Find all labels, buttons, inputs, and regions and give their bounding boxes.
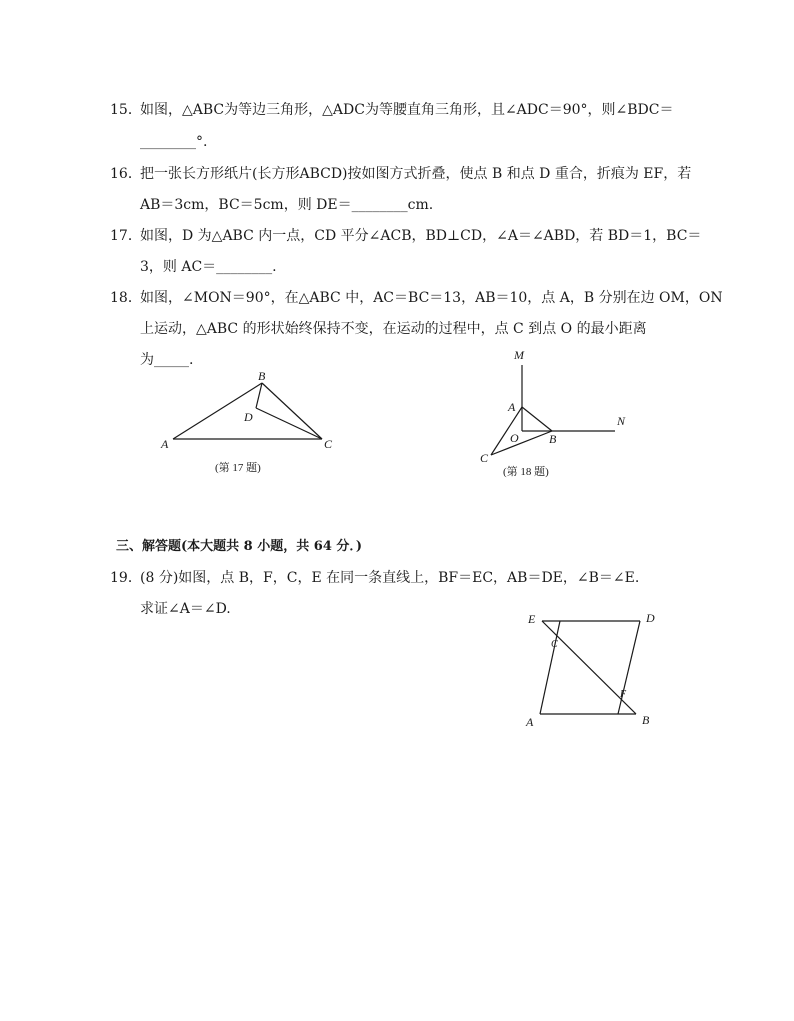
q18-number: 18． xyxy=(110,290,142,306)
figure-19 xyxy=(522,608,672,733)
figure-17-caption: (第 17 题) xyxy=(215,462,261,474)
q16-number: 16． xyxy=(110,166,142,182)
segment-eb xyxy=(542,621,636,714)
label-b: B xyxy=(549,432,557,446)
q15-line-1 xyxy=(110,100,690,120)
q15-text-2: ________°. xyxy=(140,134,208,150)
label-d: D xyxy=(244,410,253,424)
figure-18-caption: (第 18 题) xyxy=(503,466,549,478)
q18-text-3: 为_____. xyxy=(140,352,194,368)
label-c: C xyxy=(551,639,558,650)
segment-dc xyxy=(256,408,322,439)
label-c: C xyxy=(480,451,489,465)
q15-text-1: 如图，△ABC为等边三角形，△ADC为等腰直角三角形，且∠ADC＝90°，则∠BDC＝ xyxy=(140,102,674,118)
section-3-heading: 三、解答题(本大题共 8 小题，共 64 分．) xyxy=(116,539,363,554)
q19-text-1: (8 分)如图，点 B，F，C，E 在同一条直线上，BF＝EC，AB＝DE，∠B＝∠E. xyxy=(140,570,640,586)
segment-bc xyxy=(262,383,322,439)
figure-17 xyxy=(155,368,355,478)
q18-text-2: 上运动，△ABC 的形状始终保持不变，在运动的过程中，点 C 到点 O 的最小距离 xyxy=(140,321,647,337)
q17-text-2: 3，则 AC＝________. xyxy=(140,259,277,275)
q17-number: 17． xyxy=(110,228,142,244)
label-m: M xyxy=(514,348,524,362)
label-d: D xyxy=(646,611,655,625)
label-b: B xyxy=(258,369,266,383)
q18-text-1: 如图，∠MON＝90°，在△ABC 中，AC＝BC＝13，AB＝10，点 A，B 分别在边 OM，ON xyxy=(140,290,723,306)
q19-number: 19． xyxy=(110,570,142,586)
q16-text-2: AB＝3cm，BC＝5cm，则 DE＝________cm. xyxy=(140,197,434,213)
q17-text-1: 如图，D 为△ABC 内一点，CD 平分∠ACB，BD⊥CD，∠A＝∠ABD，若 BD＝1，BC＝ xyxy=(140,228,702,244)
label-a: A xyxy=(508,400,516,414)
q15-number: 15． xyxy=(110,102,142,118)
segment-ab xyxy=(522,407,552,431)
segment-bc xyxy=(491,431,552,455)
label-f: F xyxy=(620,689,627,700)
q16-line-1 xyxy=(110,164,690,184)
q19-text-2: 求证∠A＝∠D. xyxy=(140,601,231,617)
q17-line-1 xyxy=(110,226,702,246)
q16-text-1: 把一张长方形纸片(长方形ABCD)按如图方式折叠，使点 B 和点 D 重合，折痕为 EF，若 xyxy=(140,166,692,182)
label-e: E xyxy=(528,612,536,626)
q19-line-1 xyxy=(110,568,690,588)
q18-line-1 xyxy=(110,288,723,308)
label-b: B xyxy=(642,713,650,727)
figure-18 xyxy=(475,345,655,485)
segment-ea xyxy=(540,621,560,714)
label-c: C xyxy=(324,437,333,451)
label-n: N xyxy=(617,414,626,428)
label-o: O xyxy=(510,431,519,445)
label-a: A xyxy=(526,715,534,729)
label-a: A xyxy=(161,437,169,451)
